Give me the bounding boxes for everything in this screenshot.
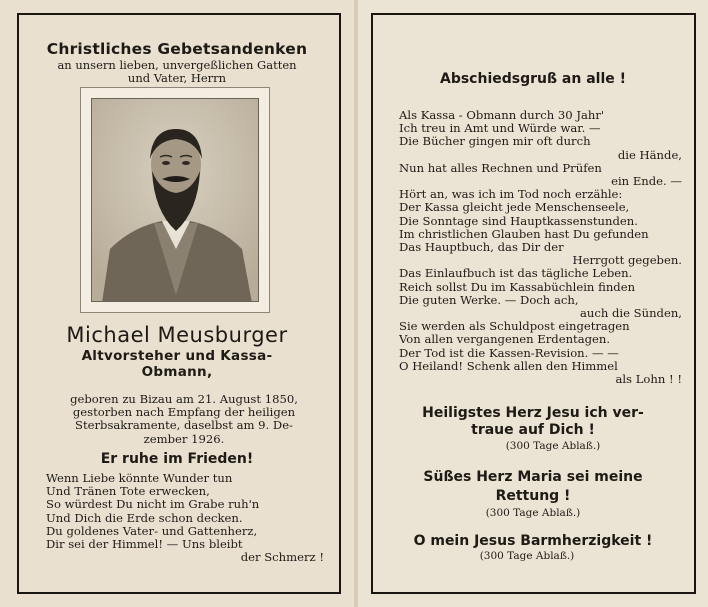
prayer-sacred-heart-jesus (358, 405, 708, 452)
memorial-poem (46, 472, 324, 564)
biography (28, 393, 340, 446)
deceased-role (0, 348, 354, 380)
prayer-sweet-heart-mary (358, 468, 708, 519)
intro-line: an unsern lieben, unvergeßlichen Gatten (57, 58, 297, 72)
verse-line: als Lohn ! ! (615, 372, 682, 387)
bio-line: gestorben nach Empfang der heiligen (72, 405, 296, 420)
bio-line: geboren zu Bizau am 21. August 1850, (70, 392, 298, 406)
role-line: Obmann, (141, 364, 213, 380)
farewell-heading: Abschiedsgruß an alle ! (439, 71, 627, 87)
intro-text (0, 59, 354, 85)
verse-line: Die Sonntage sind Hauptkassenstunden. (399, 213, 638, 228)
bio-line: zember 1926. (143, 431, 225, 446)
poem-line: Wenn Liebe könnte Wunder tun (46, 471, 233, 485)
verse-line: Der Tod ist die Kassen-Revision. — — (399, 345, 619, 360)
indulgence-note: (300 Tage Ablaß.) (505, 440, 601, 452)
verse-line: Von allen vergangenen Erdentagen. (399, 332, 611, 347)
prayer-line: Heiligstes Herz Jesu ich ver- (422, 405, 644, 421)
verse-line: Reich sollst Du im Kassabüchlein finden (399, 279, 636, 294)
verse-line: O Heiland! Schenk allen den Himmel (399, 358, 618, 373)
prayer-line: traue auf Dich ! (471, 422, 595, 438)
prayer-jesus-mercy (358, 532, 708, 562)
verse-line: Ich treu in Amt und Würde war. — (399, 121, 601, 136)
poem-line: Dir sei der Himmel! — Uns bleibt (46, 537, 243, 552)
poem-line: Und Dich die Erde schon decken. (46, 510, 243, 525)
verse-line: Im christlichen Glauben hast Du gefunden (399, 226, 649, 241)
indulgence-note: (300 Tage Ablaß.) (479, 550, 575, 562)
prayer-line: Rettung ! (495, 488, 571, 504)
rest-in-peace-heading: Er ruhe im Frieden! (100, 451, 254, 467)
verse-line: Das Einlaufbuch ist das tägliche Leben. (399, 266, 633, 281)
intro-line: und Vater, Herrn (127, 71, 227, 85)
bio-line: Sterbsakramente, daselbst am 9. De- (75, 418, 293, 433)
verse-line: Herrgott gegeben. (572, 253, 682, 268)
role-line: Altvorsteher und Kassa- (81, 348, 273, 364)
verse-line: Sie werden als Schuldpost eingetragen (399, 319, 630, 334)
deceased-name: Michael Meusburger (66, 323, 288, 347)
portrait-photo-mount (80, 87, 270, 313)
card-title: Christliches Gebetsandenken (46, 40, 308, 58)
portrait-image (92, 99, 259, 302)
indulgence-note: (300 Tage Ablaß.) (485, 507, 581, 519)
poem-line: Du goldenes Vater- und Gattenherz, (46, 523, 258, 538)
prayer-line: Süßes Herz Maria sei meine (423, 469, 643, 485)
poem-line: der Schmerz ! (240, 550, 324, 565)
poem-line: Und Tränen Tote erwecken, (46, 484, 210, 499)
verse-line: Hört an, was ich im Tod noch erzähle: (399, 187, 623, 202)
farewell-verse (399, 109, 682, 386)
verse-line: Als Kassa - Obmann durch 30 Jahr' (399, 108, 605, 122)
verse-line: Der Kassa gleicht jede Menschenseele, (399, 200, 630, 215)
verse-line: die Hände, (617, 147, 682, 162)
verse-line: ein Ende. — (611, 174, 682, 189)
prayer-line: O mein Jesus Barmherzigkeit ! (413, 533, 653, 549)
verse-line: Die Bücher gingen mir oft durch (399, 134, 591, 149)
verse-line: Das Hauptbuch, das Dir der (399, 240, 564, 255)
memorial-card-back (358, 0, 708, 607)
verse-line: Die guten Werke. — Doch ach, (399, 292, 579, 307)
poem-line: So würdest Du nicht im Grabe ruh'n (46, 497, 260, 512)
verse-line: auch die Sünden, (579, 306, 682, 321)
portrait-photo (91, 98, 259, 302)
verse-line: Nun hat alles Rechnen und Prüfen (399, 160, 602, 175)
